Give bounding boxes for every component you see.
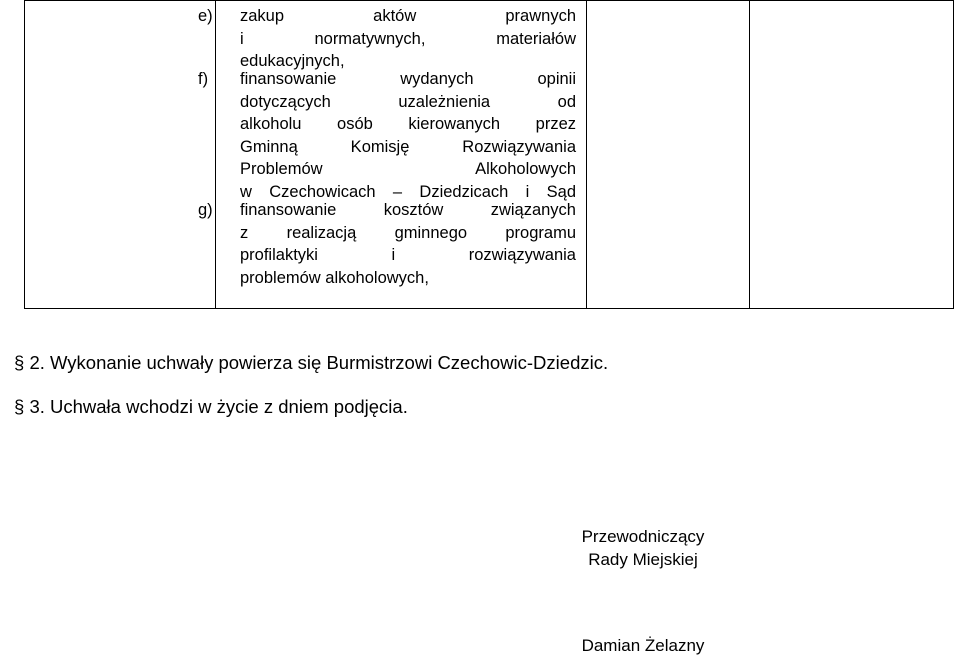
table-column-border <box>586 0 587 309</box>
text-line: i normatywnych, materiałów <box>240 29 576 48</box>
table-column-border <box>24 0 25 309</box>
list-item-text <box>240 68 576 203</box>
list-marker: e) <box>198 7 213 25</box>
text-line: problemów alkoholowych, <box>240 268 429 287</box>
list-marker: f) <box>198 70 209 88</box>
table-bottom-border <box>24 308 954 309</box>
table-column-border <box>215 0 216 309</box>
text-line: z realizacją gminnego programu <box>240 223 576 242</box>
table-column-border <box>953 0 954 309</box>
text-line: profilaktyki i rozwiązywania <box>240 246 576 264</box>
text-line: finansowanie kosztów związanych <box>240 201 576 219</box>
section-symbol: § <box>14 352 25 373</box>
text-line: finansowanie wydanych opinii <box>240 70 576 88</box>
paragraph-2 <box>14 352 608 374</box>
text-line: zakup aktów prawnych <box>240 7 576 25</box>
section-symbol: § <box>14 396 25 417</box>
text-line: edukacyjnych, <box>240 52 345 70</box>
signature-title-line1: Przewodniczący <box>581 527 705 546</box>
text-line: Problemów Alkoholowych <box>240 160 576 178</box>
list-marker: g) <box>198 201 213 219</box>
paragraph-3 <box>14 396 408 418</box>
paragraph-text: 2. Wykonanie uchwały powierza się Burmistrzowi Czechowic-Dziedzic. <box>29 352 609 373</box>
paragraph-text: 3. Uchwała wchodzi w życie z dniem podjęcia. <box>29 396 408 417</box>
text-line: alkoholu osób kierowanych przez <box>240 115 576 133</box>
list-item-text <box>240 199 576 289</box>
text-line: dotyczących uzależnienia od <box>240 92 576 111</box>
table-top-border <box>24 0 954 1</box>
signature-title-line2: Rady Miejskiej <box>588 550 698 569</box>
list-item-text <box>240 5 576 73</box>
signature-name: Damian Żelazny <box>581 636 705 655</box>
text-line: w Czechowicach – Dziedzicach i Sąd <box>240 182 576 201</box>
text-line: Gminną Komisję Rozwiązywania <box>240 137 576 156</box>
table-column-border <box>749 0 750 309</box>
